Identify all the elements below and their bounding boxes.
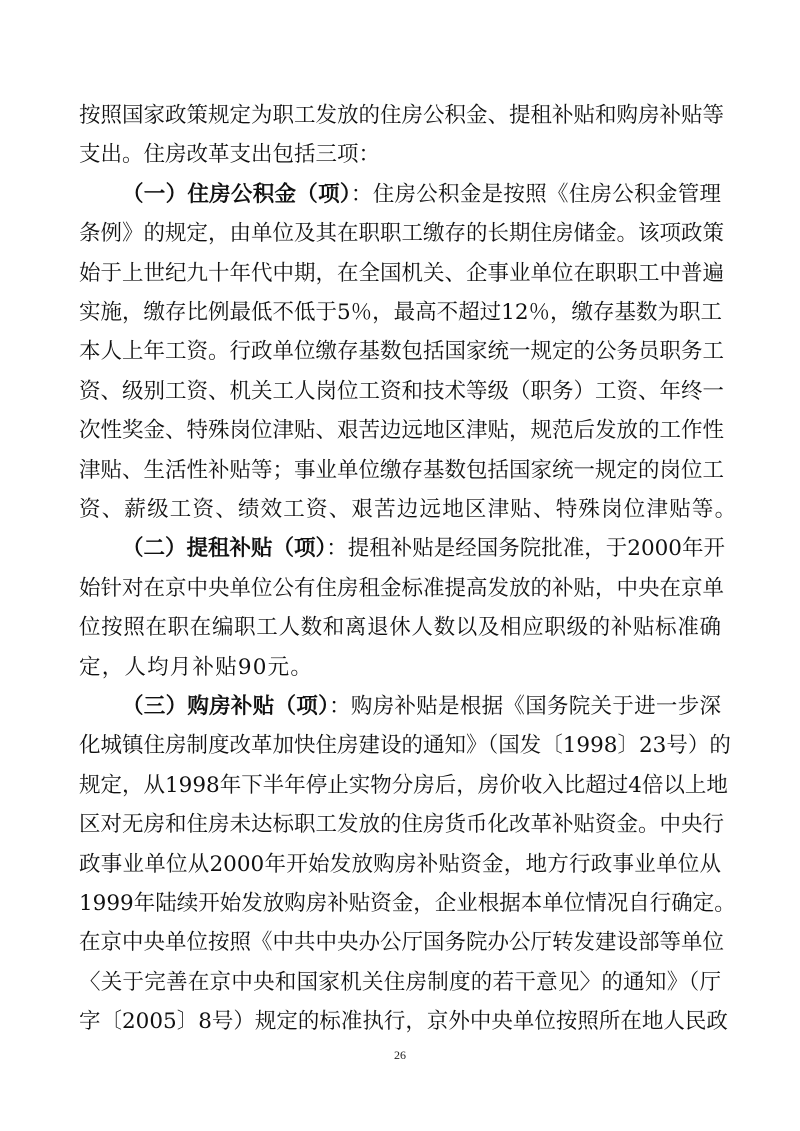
body-text-line: 次性奖金、特殊岗位津贴、艰苦边远地区津贴，规范后发放的工作性 (79, 418, 725, 444)
body-text-line: 支出。住房改革支出包括三项： (79, 142, 381, 168)
body-text-line: 位按照在职在编职工人数和离退休人数以及相应职级的补贴标准确 (79, 615, 721, 641)
body-text-line: 〈关于完善在京中央和国家机关住房制度的若干意见〉的通知》（厅 (79, 969, 721, 995)
body-text-line: 在京中央单位按照《中共中央办公厅国务院办公厅转发建设部等单位 (79, 930, 725, 956)
body-text-line: 政事业单位从2000年开始发放购房补贴资金，地方行政事业单位从 (79, 851, 721, 877)
body-text-segment: ：购房补贴是根据《国务院关于进一步深 (329, 694, 721, 719)
body-text-line: 资、级别工资、机关工人岗位工资和技术等级（职务）工资、年终一 (79, 378, 725, 404)
section-paragraph-line (122, 687, 721, 726)
body-text-line: 始于上世纪九十年代中期，在全国机关、企事业单位在职职工中普遍 (79, 260, 725, 286)
section-heading-purchase-subsidy: （三）购房补贴（项） (122, 694, 330, 719)
page-number: 26 (394, 1047, 406, 1062)
body-text-line: 1999年陆续开始发放购房补贴资金，企业根据本单位情况自行确定。 (79, 891, 736, 916)
body-text-line: 资、薪级工资、绩效工资、艰苦边远地区津贴、特殊岗位津贴等。 (79, 497, 738, 522)
body-text-line: 规定，从1998年下半年停止实物分房后，房价收入比超过4倍以上地 (79, 772, 728, 798)
body-text-segment: ：住房公积金是按照《住房公积金管理 (350, 181, 721, 207)
body-text-line: 按照国家政策规定为职工发放的住房公积金、提租补贴和购房补贴等 (79, 103, 725, 128)
section-paragraph-line (122, 529, 725, 568)
body-text-line: 字〔2005〕8号）规定的标准执行，京外中央单位按照所在地人民政 (79, 1009, 728, 1035)
body-text-line: 始针对在京中央单位公有住房租金标准提高发放的补贴，中央在京单 (79, 575, 725, 601)
body-text-segment: ：提租补贴是经国务院批准，于2000年开 (326, 536, 725, 562)
body-text-line: 实施，缴存比例最低不低于5％，最高不超过12％，缴存基数为职工 (79, 300, 723, 325)
body-text-line: 津贴、生活性补贴等；事业单位缴存基数包括国家统一规定的岗位工 (79, 457, 725, 483)
body-text-line: 区对无房和住房未达标职工发放的住房货币化改革补贴资金。中央行 (79, 812, 725, 838)
section-heading-housing-fund: （一）住房公积金（项） (122, 181, 351, 207)
body-text-line: 条例》的规定，由单位及其在职职工缴存的长期住房储金。该项政策 (79, 221, 725, 247)
body-text-line: 化城镇住房制度改革加快住房建设的通知》（国发〔1998〕23号）的 (79, 733, 731, 759)
section-heading-rent-subsidy: （二）提租补贴（项） (122, 536, 327, 562)
section-paragraph-line (122, 175, 721, 214)
body-text-line: 本人上年工资。行政单位缴存基数包括国家统一规定的公务员职务工 (79, 339, 725, 365)
body-text-line: 定，人均月补贴90元。 (79, 654, 314, 680)
